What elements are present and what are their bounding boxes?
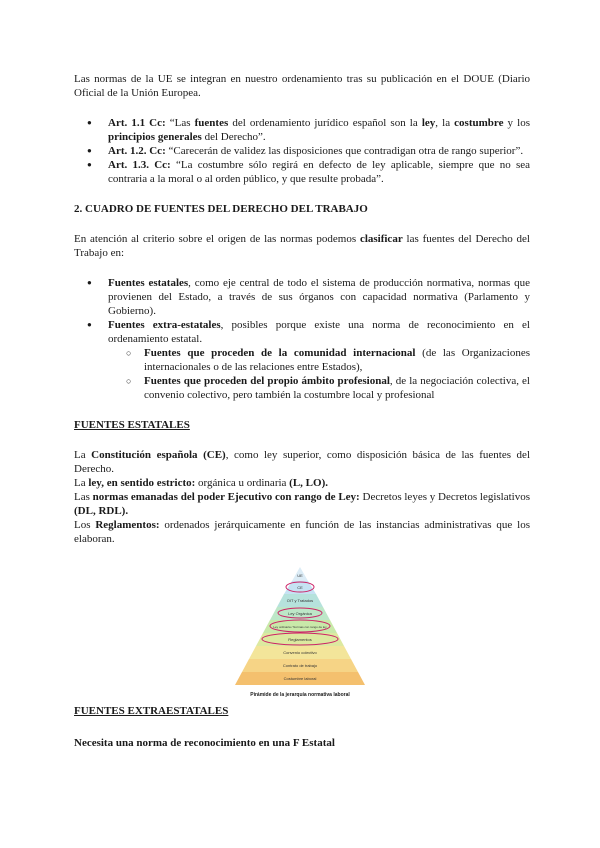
- reglamentos-paragraph: Los Reglamentos: ordenados jerárquicamente en función de las instancias administrativas que los elaboran.: [74, 519, 530, 545]
- level-label: Ley ordinaria / Normas con rango de ley: [273, 625, 327, 629]
- article-item: ● Art. 1.2. Cc: “Carecerán de validez las disposiciones que contradigan otra de rango superior”.: [74, 144, 530, 158]
- list-item: ● Fuentes estatales, como eje central de todo el sistema de producción normativa, normas que provienen del Estado, a través de sus órganos con capacidad normativa (Parlamento y Gobierno).: [74, 276, 530, 318]
- level-label: UE: [297, 573, 303, 578]
- sub-list-item: ○ Fuentes que proceden del propio ámbito profesional, de la negociación colectiva, el convenio colectivo, pero también la costumbre local y profesional: [108, 374, 530, 402]
- level-label: Convenio colectivo: [283, 650, 317, 655]
- list-item: ● Fuentes extra-estatales, posibles porque existe una norma de reconocimiento en el ordenamiento estatal. ○ Fuentes que proceden de la comunidad internacional (de las Organizaciones internacionales o de las relaciones entre Estados), ○ Fuentes que proceden del propio ámbito profesional, de la negociación colectiva, el convenio colectivo, pero también la costumbre local y profesional: [74, 318, 530, 402]
- extraestatales-line: Necesita una norma de reconocimiento en una F Estatal: [74, 737, 335, 749]
- sources-list: [74, 276, 530, 402]
- document-body: [74, 72, 530, 546]
- sub-list-item: ○ Fuentes que proceden de la comunidad internacional (de las Organizaciones internacionales o de las relaciones entre Estados),: [108, 346, 530, 374]
- ejecutivo-paragraph: Las normas emanadas del poder Ejecutivo con rango de Ley: Decretos leyes y Decretos legislativos (DL, RDL).: [74, 491, 531, 517]
- level-label: OIT y Tratados: [286, 598, 314, 603]
- level-label: Reglamentos: [288, 637, 312, 642]
- ce-paragraph: La Constitución española (CE), como ley superior, como disposición básica de las fuentes del Derecho.: [74, 449, 530, 475]
- extraestatales-heading: FUENTES EXTRAESTATALES: [74, 705, 229, 717]
- article-item: ● Art. 1.1 Cc: “Las fuentes del ordenamiento jurídico español son la ley, la costumbre y los principios generales del Derecho”.: [74, 116, 530, 144]
- pyramid-caption: Pirámide de la jerarquía normativa laboral: [250, 692, 350, 698]
- intro-paragraph: Las normas de la UE se integran en nuestro ordenamiento tras su publicación en el DOUE (Diario Oficial de la Unión Europea.: [74, 73, 530, 99]
- section-heading: 2. CUADRO DE FUENTES DEL DERECHO DEL TRABAJO: [74, 203, 368, 215]
- level-label: Costumbre laboral: [283, 676, 317, 681]
- article-item: ● Art. 1.3. Cc: “La costumbre sólo regirá en defecto de ley aplicable, siempre que no sea contraria a la moral o al orden público, y que resulte probada”.: [74, 158, 530, 186]
- estatales-heading: FUENTES ESTATALES: [74, 419, 190, 431]
- ley-paragraph: La ley, en sentido estricto: orgánica u ordinaria (L, LO).: [74, 477, 328, 489]
- level-label: CE: [297, 585, 303, 590]
- sub-list: [108, 346, 530, 402]
- articles-list: [74, 116, 530, 186]
- hierarchy-pyramid: [230, 562, 370, 702]
- level-label: Ley Orgánica: [288, 611, 312, 616]
- classification-paragraph: En atención al criterio sobre el origen de las normas podemos clasificar las fuentes del Derecho del Trabajo en:: [74, 233, 530, 259]
- level-label: Contrato de trabajo: [282, 663, 318, 668]
